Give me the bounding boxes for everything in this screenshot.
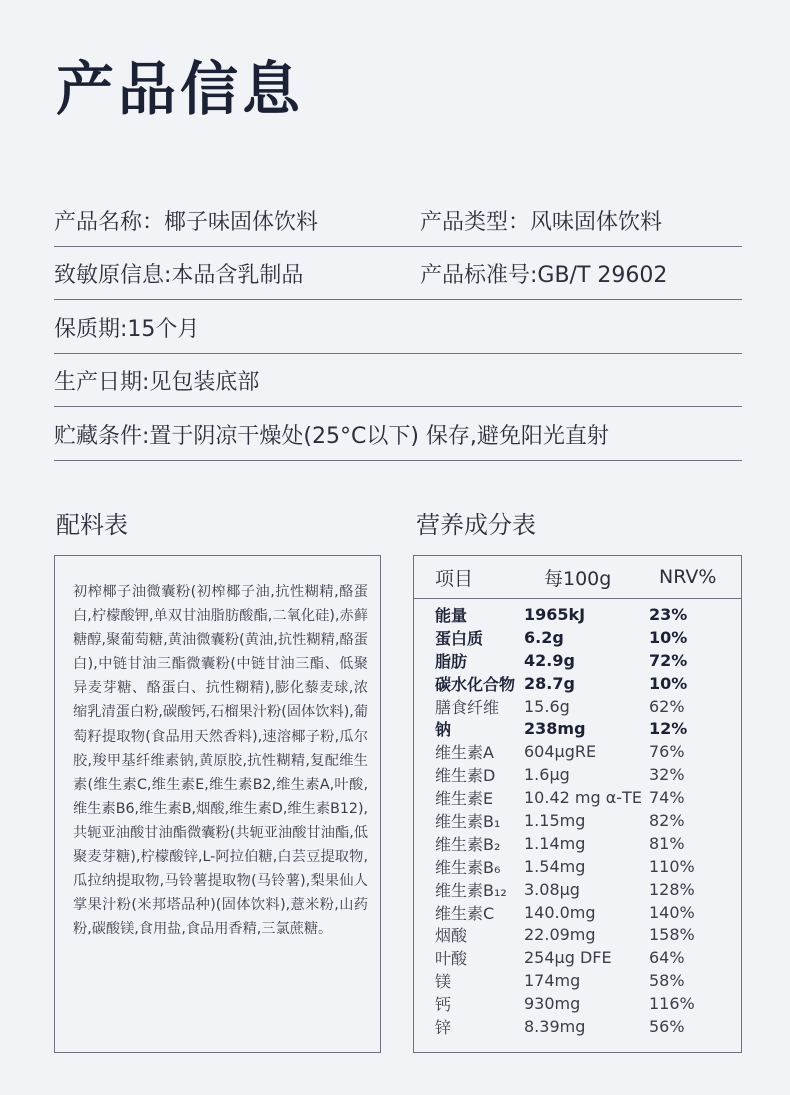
nutrient-name: 叶酸 (435, 949, 468, 969)
nutrient-amount: 42.9g (524, 650, 575, 670)
nutrient-name: 脂肪 (435, 651, 468, 671)
table-row (414, 672, 741, 695)
nutrient-name: 膳食纤维 (435, 697, 500, 717)
nutrient-nrv: 76% (649, 742, 685, 762)
table-row (414, 603, 741, 626)
table-row (414, 832, 741, 855)
nutrient-amount: 1965kJ (524, 604, 586, 624)
table-row (414, 855, 741, 878)
nutrient-name: 碳水化合物 (435, 674, 516, 694)
table-row (414, 649, 741, 672)
nutrient-nrv: 74% (649, 788, 685, 808)
table-row (414, 946, 741, 969)
nutrient-amount: 1.6μg (524, 765, 570, 785)
nutrient-name: 维生素A (435, 743, 494, 763)
table-row (414, 923, 741, 946)
nutrient-nrv: 64% (649, 948, 685, 968)
storage-conditions: 贮藏条件:置于阴凉干燥处(25°C以下) 保存,避免阳光直射 (54, 423, 609, 449)
nutrient-amount: 6.2g (524, 627, 564, 647)
nutrient-name: 维生素B₁₂ (435, 880, 507, 900)
ingredients-heading: 配料表 (56, 511, 128, 539)
nutrient-amount: 1.15mg (524, 810, 586, 830)
nutrition-table (413, 555, 742, 1053)
column-header-per100g: 每100g (544, 567, 612, 590)
table-row (414, 992, 741, 1015)
nutrient-amount: 174mg (524, 971, 581, 991)
product-type: 产品类型：风味固体饮料 (420, 209, 663, 235)
nutrient-name: 维生素C (435, 903, 495, 923)
nutrient-nrv: 140% (649, 902, 695, 922)
shelf-life: 保质期:15个月 (54, 316, 200, 342)
nutrient-amount: 15.6g (524, 696, 570, 716)
nutrient-amount: 254μg DFE (524, 948, 612, 968)
nutrient-amount: 22.09mg (524, 925, 596, 945)
nutrient-nrv: 12% (649, 719, 688, 739)
nutrient-name: 烟酸 (435, 926, 468, 946)
info-row-shelf-life (54, 301, 742, 354)
nutrient-nrv: 128% (649, 879, 695, 899)
nutrient-nrv: 116% (649, 994, 695, 1014)
ingredients-list: 初榨椰子油微囊粉(初榨椰子油,抗性糊精,酪蛋白,柠檬酸钾,单双甘油脂肪酸酯,二氧化硅),赤藓糖醇,聚葡萄糖,黄油微囊粉(黄油,抗性糊精,酪蛋白),中链甘油三酯微囊粉(中链甘油三酯、低聚异麦芽糖、酪蛋白、抗性糊精),膨化藜麦球,浓缩乳清蛋白粉,碳酸钙,石榴果汁粉(固体饮料),葡萄籽提取物(食品用天然香料),速溶椰子粉,瓜尔胶,羧甲基纤维素钠,黄原胶,抗性糊精,复配维生素(维生素C,维生素E,维生素B2,维生素A,叶酸,维生素B6,维生素B,烟酸,维生素D,维生素B12),共轭亚油酸甘油酯微囊粉(共轭亚油酸甘油酯,低聚麦芽糖),柠檬酸锌,L-阿拉伯糖,白芸豆提取物,瓜拉纳提取物,马铃薯提取物(马铃薯),梨果仙人掌果汁粉(米邦塔品种)(固体饮料),薏米粉,山药粉,碳酸镁,食用盐,食品用香精,三氯蔗糖。 (54, 555, 381, 1053)
nutrient-amount: 10.42 mg α-TE (524, 788, 642, 808)
page-title: 产品信息 (56, 55, 305, 123)
production-date: 生产日期:见包装底部 (54, 369, 260, 395)
nutrient-amount: 604μgRE (524, 742, 597, 762)
info-row-storage (54, 408, 742, 461)
nutrient-amount: 3.08μg (524, 879, 580, 899)
table-row (414, 809, 741, 832)
table-row (414, 763, 741, 786)
nutrient-amount: 28.7g (524, 673, 575, 693)
table-row (414, 969, 741, 992)
nutrient-nrv: 32% (649, 765, 685, 785)
nutrition-heading: 营养成分表 (416, 511, 536, 539)
table-row (414, 878, 741, 901)
nutrient-amount: 140.0mg (524, 902, 596, 922)
nutrient-nrv: 58% (649, 971, 685, 991)
nutrient-amount: 8.39mg (524, 1016, 586, 1036)
nutrient-nrv: 23% (649, 604, 688, 624)
table-row (414, 1015, 741, 1038)
nutrient-name: 镁 (435, 972, 452, 992)
nutrition-table-body (414, 599, 741, 1038)
nutrient-name: 蛋白质 (435, 628, 484, 648)
nutrient-nrv: 10% (649, 627, 688, 647)
nutrient-name: 维生素B₆ (435, 857, 501, 877)
nutrient-name: 维生素B₂ (435, 834, 501, 854)
nutrient-amount: 1.14mg (524, 833, 586, 853)
nutrient-amount: 1.54mg (524, 856, 586, 876)
nutrient-nrv: 72% (649, 650, 688, 670)
nutrient-name: 钙 (435, 995, 452, 1015)
nutrient-amount: 238mg (524, 719, 586, 739)
table-row (414, 695, 741, 718)
column-header-nrv: NRV% (659, 566, 717, 588)
nutrient-nrv: 82% (649, 810, 685, 830)
nutrient-name: 维生素E (435, 789, 494, 809)
nutrition-table-header (414, 556, 741, 599)
info-row-allergen-standard (54, 247, 742, 300)
nutrient-nrv: 62% (649, 696, 685, 716)
nutrient-name: 维生素D (435, 766, 496, 786)
product-name: 产品名称：椰子味固体饮料 (54, 209, 319, 235)
table-row (414, 626, 741, 649)
nutrient-nrv: 10% (649, 673, 688, 693)
table-row (414, 717, 741, 740)
allergen-info: 致敏原信息:本品含乳制品 (54, 262, 304, 288)
nutrient-name: 钠 (435, 720, 452, 740)
nutrient-nrv: 56% (649, 1016, 685, 1036)
nutrient-name: 锌 (435, 1017, 452, 1037)
nutrient-name: 能量 (435, 605, 468, 625)
nutrient-nrv: 81% (649, 833, 685, 853)
nutrient-nrv: 110% (649, 856, 695, 876)
table-row (414, 740, 741, 763)
nutrient-name: 维生素B₁ (435, 811, 501, 831)
table-row (414, 901, 741, 924)
nutrient-nrv: 158% (649, 925, 695, 945)
nutrient-amount: 930mg (524, 994, 581, 1014)
info-row-name-type (54, 194, 742, 247)
column-header-item: 项目 (435, 567, 474, 590)
info-row-production-date (54, 354, 742, 407)
product-standard: 产品标准号:GB/T 29602 (420, 262, 668, 288)
table-row (414, 786, 741, 809)
